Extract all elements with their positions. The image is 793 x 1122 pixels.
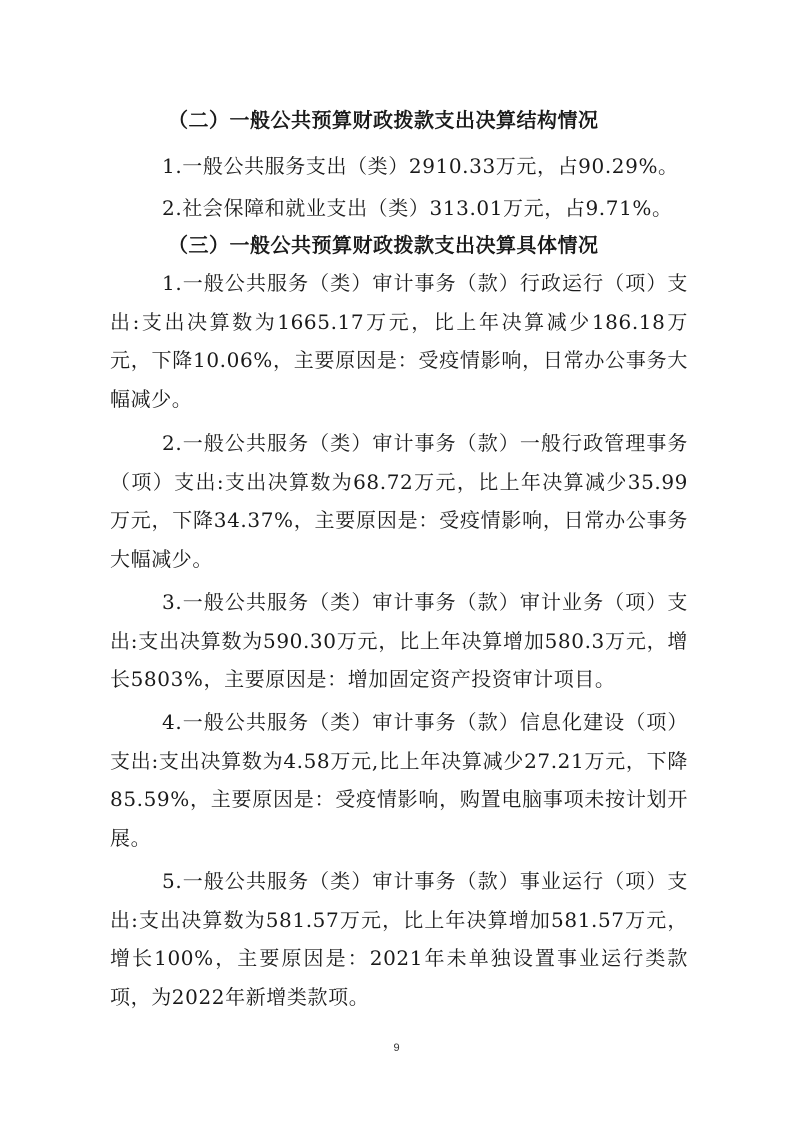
section-heading-structure: （二）一般公共预算财政拨款支出决算结构情况 (168, 108, 599, 132)
detail-paragraph-5: 5.一般公共服务（类）审计事务（款）事业运行（项）支出:支出决算数为581.57万元，比上年决算增加581.57万元，增长100%，主要原因是：2021年未单独设置事业运行类款项，为2022年新增类款项。 (110, 869, 688, 1009)
detail-paragraph-4: 4.一般公共服务（类）审计事务（款）信息化建设（项）支出:支出决算数为4.58万元,比上年决算减少27.21万元，下降85.59%，主要原因是：受疫情影响，购置电脑事项未按计划开展。 (110, 710, 688, 850)
detail-paragraph-2: 2.一般公共服务（类）审计事务（款）一般行政管理事务（项）支出:支出决算数为68.72万元，比上年决算减少35.99万元，下降34.37%，主要原因是：受疫情影响，日常办公事务大幅减少。 (110, 431, 688, 571)
structure-item-2: 2.社会保障和就业支出（类）313.01万元，占9.71%。 (162, 196, 673, 220)
structure-item-1: 1.一般公共服务支出（类）2910.33万元，占90.29%。 (162, 154, 679, 178)
page-number: 9 (393, 1042, 400, 1054)
section-heading-detail: （三）一般公共预算财政拨款支出决算具体情况 (168, 233, 599, 257)
detail-paragraph-1: 1.一般公共服务（类）审计事务（款）行政运行（项）支出:支出决算数为1665.17万元，比上年决算减少186.18万元，下降10.06%，主要原因是：受疫情影响，日常办公事务大幅减少。 (110, 271, 688, 411)
detail-paragraph-3: 3.一般公共服务（类）审计事务（款）审计业务（项）支出:支出决算数为590.30万元，比上年决算增加580.3万元，增长5803%，主要原因是：增加固定资产投资审计项目。 (110, 590, 688, 691)
